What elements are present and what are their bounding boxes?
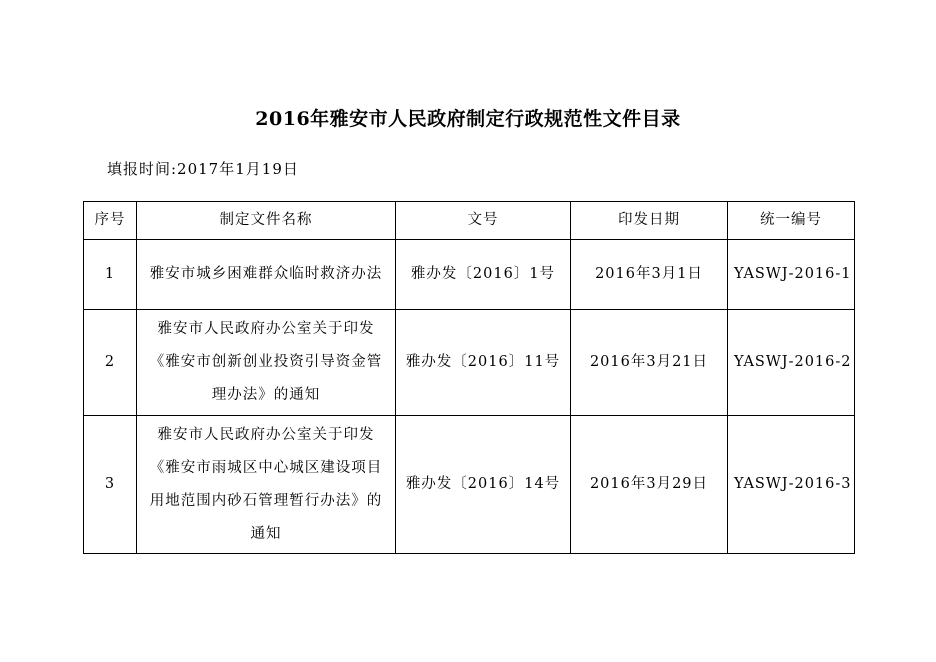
- row-document-name: 雅安市城乡困难群众临时救济办法: [137, 240, 396, 310]
- header-document-number: 文号: [396, 202, 571, 240]
- row-issue-date: 2016年3月1日: [571, 240, 728, 310]
- row-document-name: 雅安市人民政府办公室关于印发《雅安市创新创业投资引导资金管理办法》的通知: [137, 310, 396, 416]
- table-row: [84, 416, 855, 554]
- row-document-number: 雅办发〔2016〕11号: [396, 310, 571, 416]
- row-document-number: 雅办发〔2016〕14号: [396, 416, 571, 554]
- table-row: [84, 240, 855, 310]
- header-unified-id: 统一编号: [728, 202, 855, 240]
- table-row: [84, 310, 855, 416]
- row-issue-date: 2016年3月21日: [571, 310, 728, 416]
- row-document-name: 雅安市人民政府办公室关于印发《雅安市雨城区中心城区建设项目用地范围内砂石管理暂行办法》的通知: [137, 416, 396, 554]
- row-document-number: 雅办发〔2016〕1号: [396, 240, 571, 310]
- row-serial-number: 3: [84, 416, 137, 554]
- table-header-row: [84, 202, 855, 240]
- row-unified-id: YASWJ-2016-1: [728, 240, 855, 310]
- fill-date: 填报时间:2017年1月19日: [107, 160, 299, 178]
- row-unified-id: YASWJ-2016-3: [728, 416, 855, 554]
- row-issue-date: 2016年3月29日: [571, 416, 728, 554]
- header-issue-date: 印发日期: [571, 202, 728, 240]
- row-unified-id: YASWJ-2016-2: [728, 310, 855, 416]
- document-title: 2016年雅安市人民政府制定行政规范性文件目录: [255, 108, 681, 130]
- header-document-name: 制定文件名称: [137, 202, 396, 240]
- header-serial-number: 序号: [84, 202, 137, 240]
- row-serial-number: 2: [84, 310, 137, 416]
- catalog-table: [83, 201, 855, 554]
- row-serial-number: 1: [84, 240, 137, 310]
